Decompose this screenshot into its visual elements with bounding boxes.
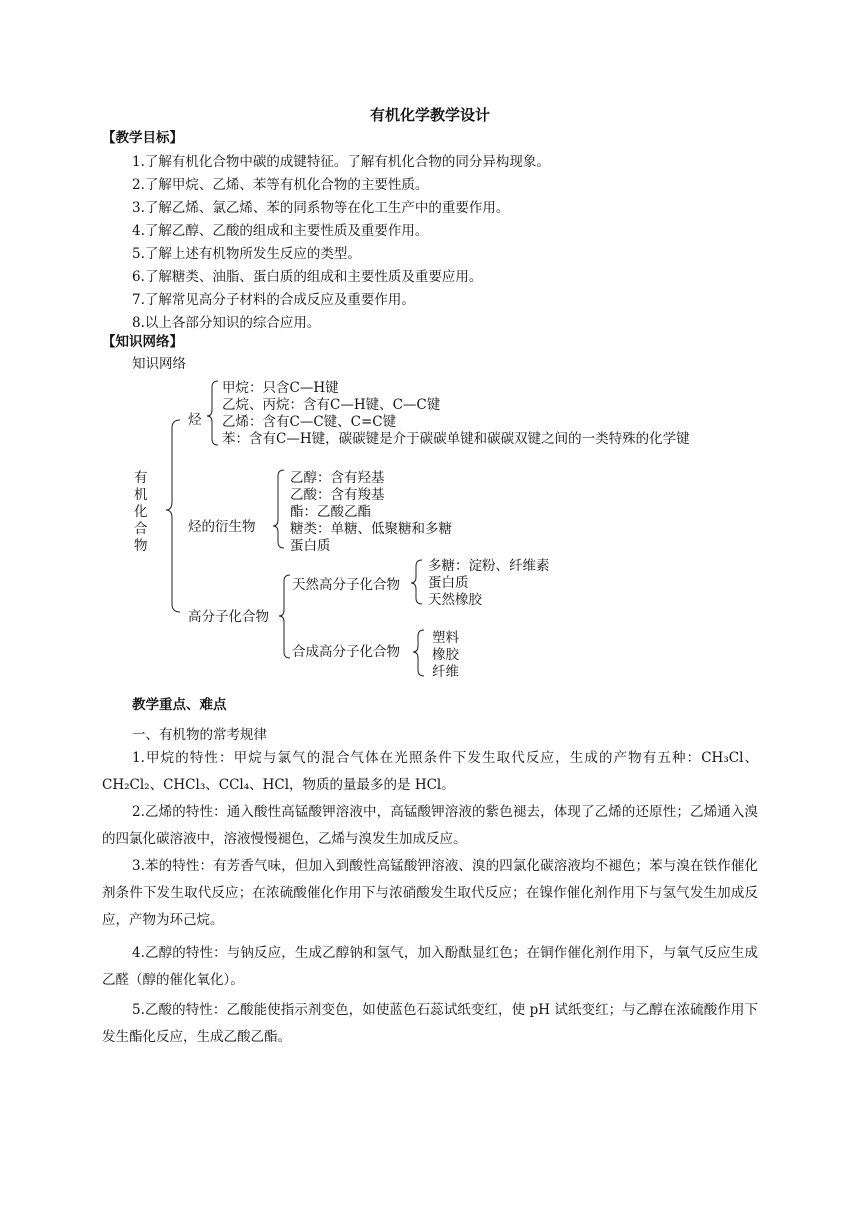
natural-item: 多糖：淀粉、纤维素 [428,558,550,574]
polymer-brace [279,575,290,658]
objective-item: 4.了解乙醇、乙酸的组成和主要性质及重要作用。 [132,223,429,239]
paragraph-methane: 1.甲烷的特性：甲烷与氯气的混合气体在光照条件下发生取代反应，生成的产物有五种：CH₃Cl、CH₂Cl₂、CHCl₃、CCl₄、HCl，物质的量最多的是 HCl。 [102,750,758,793]
natural-polymer-label: 天然高分子化合物 [292,577,400,593]
derivative-item: 酯：乙酸乙酯 [290,504,371,520]
network-header: 【知识网络】 [102,334,183,350]
derivative-brace [273,470,284,548]
knowledge-network-diagram [0,370,860,690]
key-points-header: 教学重点、难点 [132,697,227,713]
hydrocarbon-item: 苯：含有C—H键，碳碳键是介于碳碳单键和碳碳双键之间的一类特殊的化学键 [222,431,690,447]
hydrocarbon-item: 乙烷、丙烷：含有C—H键、C—C键 [222,397,441,413]
paragraph-ethanol: 4.乙醇的特性：与钠反应，生成乙醇钠和氢气，加入酚酞显红色；在铜作催化剂作用下，与氧气反应生成乙醛（醇的催化氧化）。 [102,945,758,988]
hydrocarbon-brace [207,381,218,445]
derivative-item: 蛋白质 [290,538,331,554]
root-char: 有 [134,470,148,486]
derivative-item: 乙醇：含有羟基 [290,470,385,486]
objective-item: 5.了解上述有机物所发生反应的类型。 [132,246,361,262]
hydrocarbon-label: 烃 [188,412,202,428]
paragraph-acetic-acid: 5.乙酸的特性：乙酸能使指示剂变色，如使蓝色石蕊试纸变红，使 pH 试纸变红；与乙醇在浓硫酸作用下发生酯化反应，生成乙酸乙酯。 [102,1002,758,1045]
objective-item: 2.了解甲烷、乙烯、苯等有机化合物的主要性质。 [132,177,429,193]
document-title: 有机化学教学设计 [369,106,490,124]
section-subheading: 一、有机物的常考规律 [132,727,267,743]
polymer-label: 高分子化合物 [188,609,269,625]
root-char: 化 [134,504,148,520]
objective-item: 7.了解常见高分子材料的合成反应及重要作用。 [132,292,415,308]
objective-item: 6.了解糖类、油脂、蛋白质的组成和主要性质及重要应用。 [132,269,483,285]
objective-item: 1.了解有机化合物中碳的成键特征。了解有机化合物的同分异构现象。 [132,154,550,170]
synthetic-polymer-label: 合成高分子化合物 [292,644,400,660]
objective-item: 3.了解乙烯、氯乙烯、苯的同系物等在化工生产中的重要作用。 [132,200,510,216]
root-char: 合 [134,521,148,537]
paragraph-benzene: 3.苯的特性：有芳香气味，但加入到酸性高锰酸钾溶液、溴的四氯化碳溶液均不褪色；苯与溴在铁作催化剂条件下发生取代反应；在浓硫酸催化作用下与浓硝酸发生取代反应；在镍作催化剂作用下与氢气发生加成反应，产物为环己烷。 [102,858,758,928]
paragraph-ethylene: 2.乙烯的特性：通入酸性高锰酸钾溶液中，高锰酸钾溶液的紫色褪去，体现了乙烯的还原性；乙烯通入溴的四氯化碳溶液中，溶液慢慢褪色，乙烯与溴发生加成反应。 [102,804,758,847]
hydrocarbon-item: 乙烯：含有C—C键、C=C键 [222,414,397,430]
synthetic-item: 纤维 [432,664,459,680]
root-char: 物 [134,538,148,554]
derivative-label: 烃的衍生物 [188,519,256,535]
main-brace [166,420,180,612]
derivative-item: 糖类：单糖、低聚糖和多糖 [290,521,452,537]
derivative-item: 乙酸：含有羧基 [290,487,385,503]
synthetic-brace [413,630,424,676]
natural-item: 蛋白质 [428,575,469,591]
network-label: 知识网络 [132,356,186,372]
synthetic-item: 橡胶 [432,647,459,663]
objectives-header: 【教学目标】 [102,130,183,146]
natural-brace [411,560,422,604]
root-char: 机 [134,487,148,503]
hydrocarbon-item: 甲烷：只含C—H键 [222,380,339,396]
objective-item: 8.以上各部分知识的综合应用。 [132,315,321,331]
natural-item: 天然橡胶 [428,592,482,608]
synthetic-item: 塑料 [432,630,459,646]
